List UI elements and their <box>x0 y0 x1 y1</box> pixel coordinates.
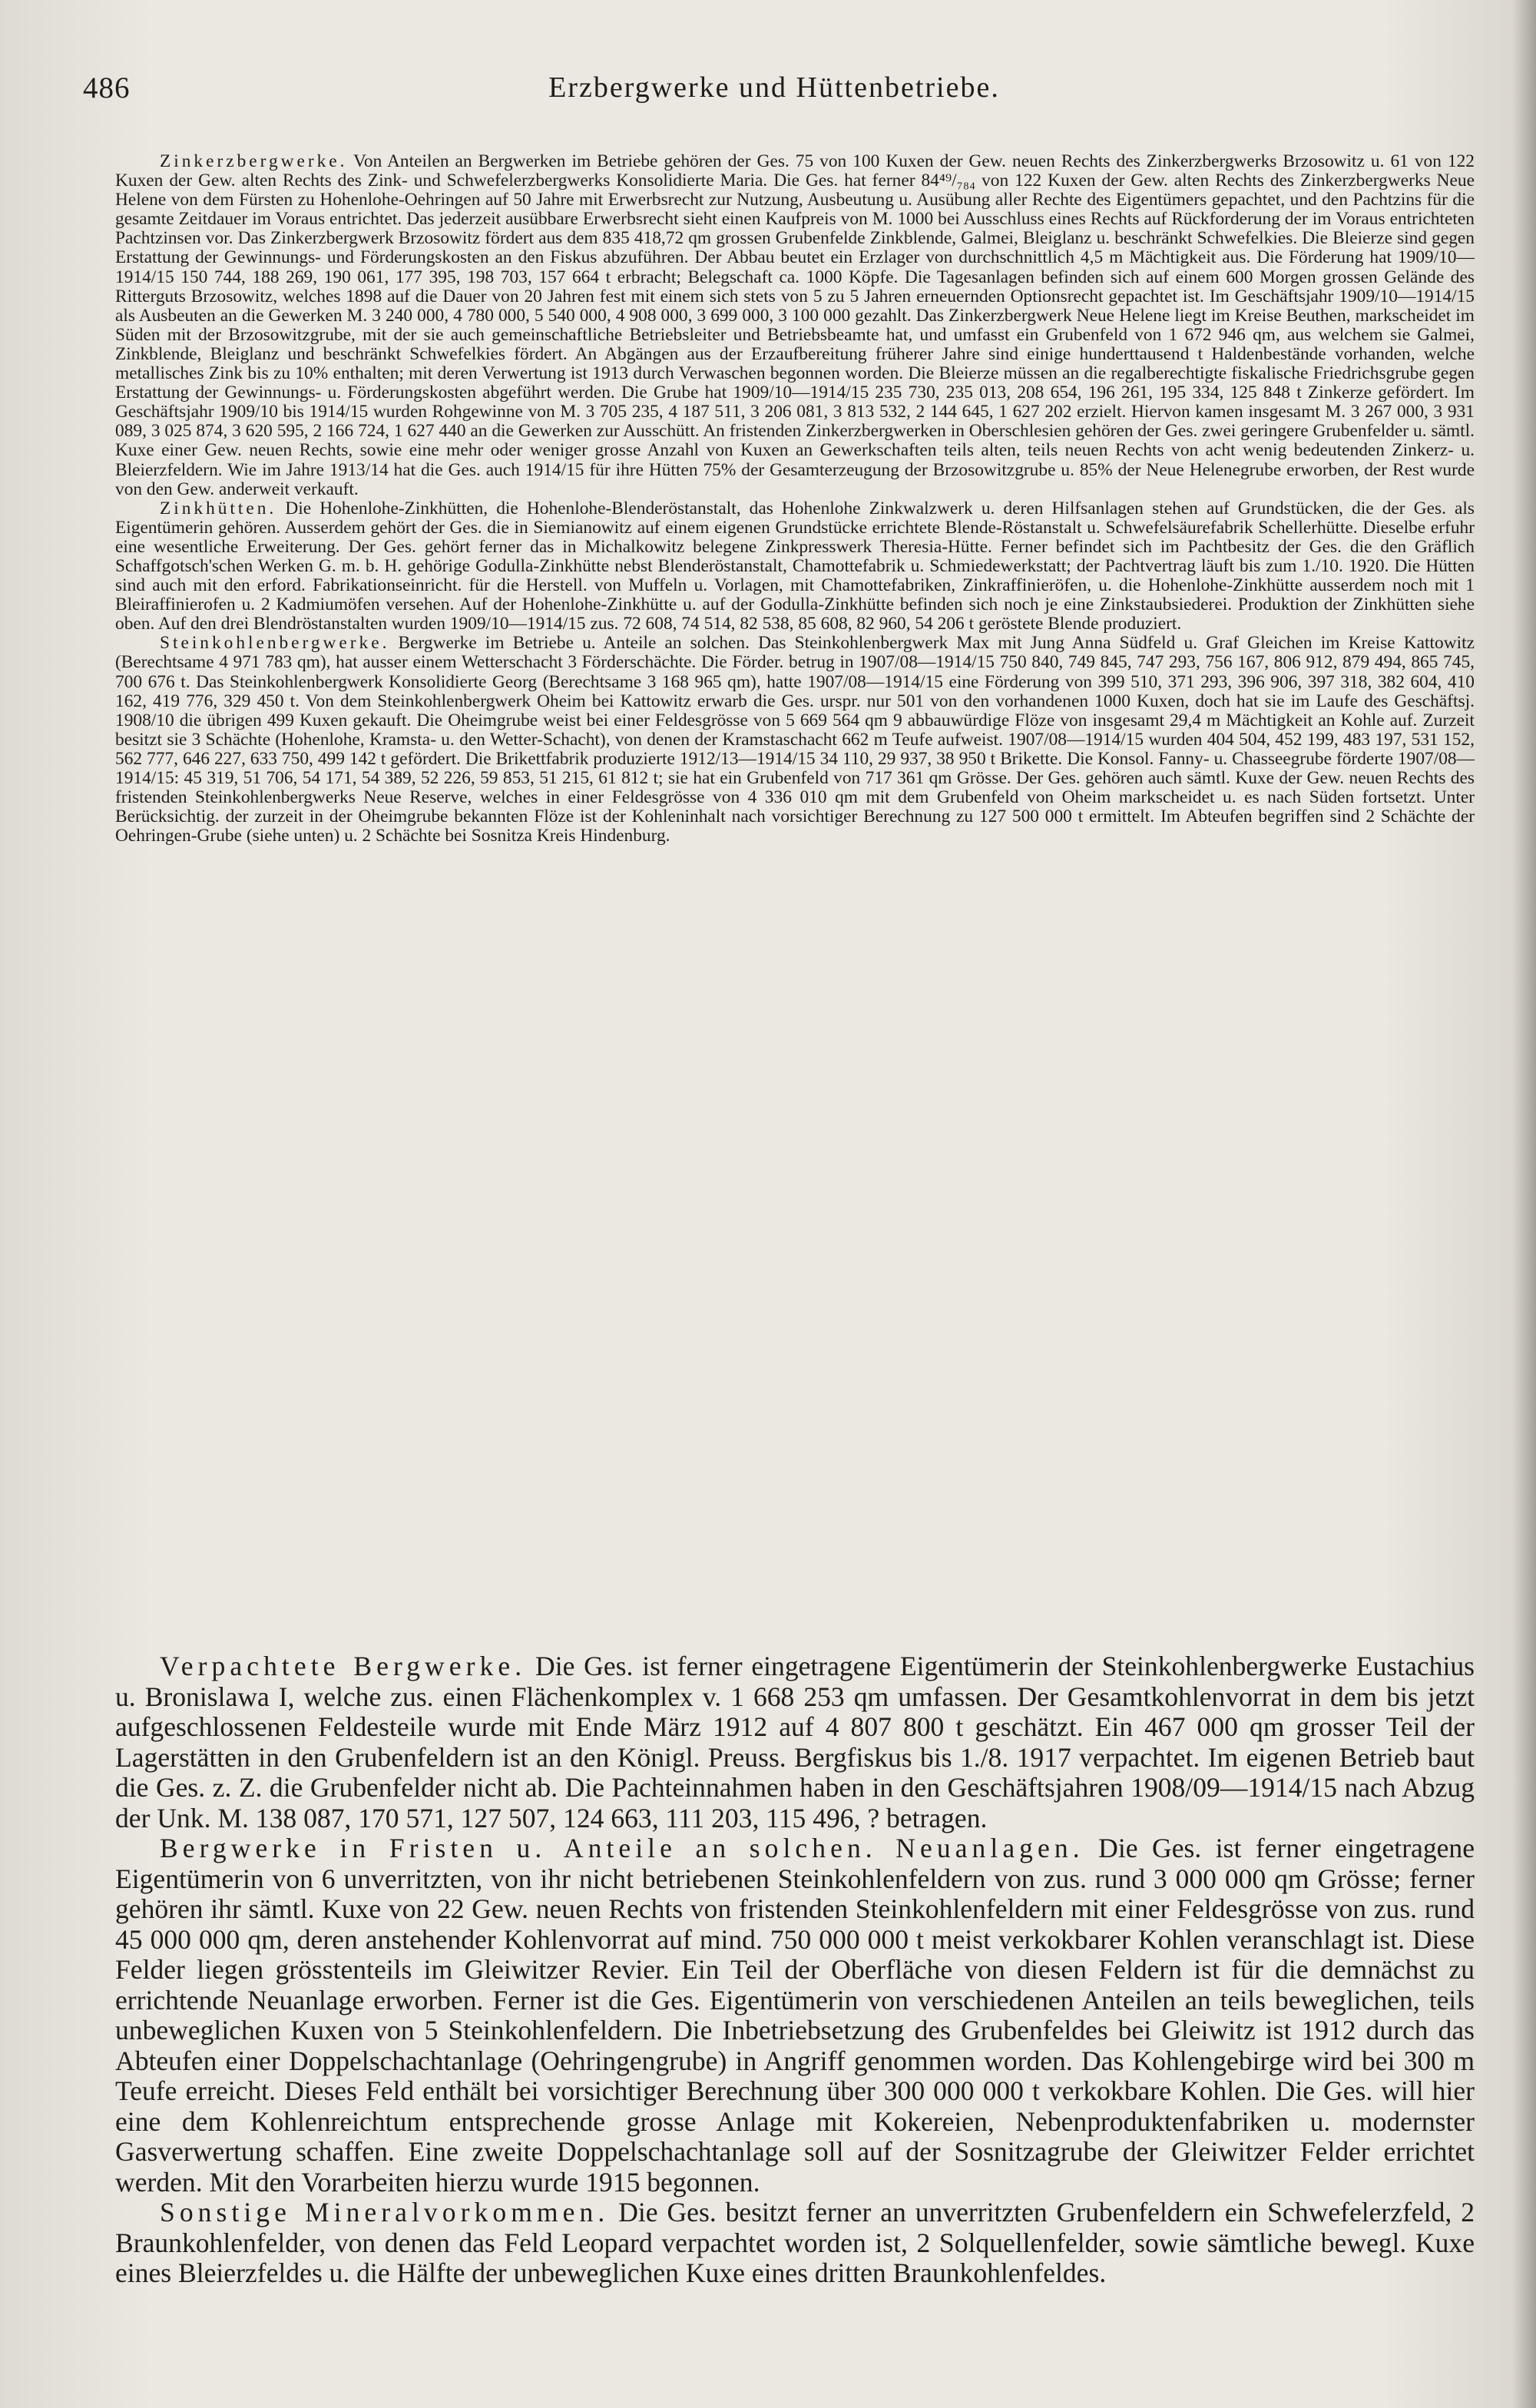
paragraph-heading: Sonstige Mineralvorkommen. <box>160 2197 610 2227</box>
paragraph-sonstige-mineralvorkommen <box>115 2198 1475 2289</box>
paragraph-heading: Bergwerke in Fristen u. Anteile an solchen. Neuanlagen. <box>160 1833 1084 1863</box>
large-print-section <box>115 1651 1475 2289</box>
paragraph-text: Von Anteilen an Bergwerken im Betriebe gehören der Ges. 75 von 100 Kuxen der Gew. neuen Rechts des Zinkerzbergwerks Brzosowitz u. 61 von 122 Kuxen der Gew. alten Rechts des Zink- und Schwefelerzbergwerks Konsolidierte Maria. Die Ges. hat ferner 84⁴⁹/₇₈₄ von 122 Kuxen der Gew. alten Rechts des Zinkerzbergwerks Neue Helene von dem Fürsten zu Hohenlohe-Oehringen auf 50 Jahre mit Erwerbsrecht zur Nutzung, Ausbeutung u. Ausübung aller Rechte des Eigentümers gepachtet, und den Pachtzins für die gesamte Zeitdauer im Voraus entrichtet. Das jederzeit ausübbare Erwerbsrecht sieht einen Kaufpreis von M. 1000 bei Ausschluss eines Rechts auf Rückforderung der im Voraus entrichteten Pachtzinsen vor. Das Zinkerzbergwerk Brzosowitz fördert aus dem 835 418,72 qm grossen Grubenfelde Zinkblende, Galmei, Bleiglanz u. beschränkt Schwefelkies. Die Bleierze sind gegen Erstattung der Gewinnungs- und Förderungskosten an den Fiskus abzuführen. Der Abbau beutet ein Erzlager von durchschnittlich 4,5 m Mächtigkeit aus. Die Förderung hat 1909/10—1914/15 150 744, 188 269, 190 061, 177 395, 198 703, 157 664 t erbracht; Belegschaft ca. 1000 Köpfe. Die Tagesanlagen befinden sich auf einem 600 Morgen grossen Gelände des Ritterguts Brzosowitz, welches 1898 auf die Dauer von 20 Jahren fest mit einem sich stets von 5 zu 5 Jahren erneuernden Optionsrecht gepachtet ist. Im Geschäftsjahr 1909/10—1914/15 als Ausbeuten an die Gewerken M. 3 240 000, 4 780 000, 5 540 000, 4 908 000, 3 699 000, 3 100 000 gezahlt. Das Zinkerzbergwerk Neue Helene liegt im Kreise Beuthen, markscheidet im Süden mit der Brzosowitzgrube, mit der sie auch gemeinschaftliche Betriebsleiter und Betriebsbeamte hat, und umfasst ein Grubenfeld von 1 672 946 qm, aus welchem sie Galmei, Zinkblende, Bleiglanz und beschränkt Schwefelkies fördert. An Abgängen aus der Erzaufbereitung früherer Jahre sind einige hunderttausend t Haldenbestände vorhanden, welche metallisches Zink bis zu 10% enthalten; mit deren Verwertung ist 1913 durch Verwaschen begonnen worden. Die Bleierze müssen an die regalberechtigte fiskalische Friedrichsgrube gegen Erstattung der Gewinnungs- u. Förderungskosten abgeführt werden. Die Grube hat 1909/10—1914/15 235 730, 235 013, 208 654, 196 261, 195 334, 125 848 t Zinkerze gefördert. Im Geschäftsjahr 1909/10 bis 1914/15 wurden Rohgewinne von M. 3 705 235, 4 187 511, 3 206 081, 3 813 532, 2 144 645, 1 627 202 erzielt. Hiervon kamen insgesamt M. 3 267 000, 3 931 089, 3 025 874, 3 620 595, 2 166 724, 1 627 440 an die Gewerken zur Ausschütt. An fristenden Zinkerzbergwerken in Oberschlesien gehören der Ges. zwei geringere Grubenfelder u. sämtl. Kuxe einer Gew. neuen Rechts, sowie eine mehr oder weniger grosse Anzahl von Kuxen an Gewerkschaften teils alten, teils neuen Rechts von acht wenig bedeutenden Zinkerz- u. Bleierzfeldern. Wie im Jahre 1913/14 hat die Ges. auch 1914/15 für ihre Hütten 75% der Gesamterzeugung der Brzosowitzgrube u. 85% der Neue Helenegrube erworben, der Rest wurde von den Gew. anderweit verkauft. <box>115 151 1475 499</box>
paragraph-zinkerzbergwerke <box>115 152 1475 499</box>
page-header <box>83 71 1465 104</box>
paragraph-zinkhuetten <box>115 499 1475 634</box>
small-print-section <box>115 152 1475 846</box>
running-title: Erzbergwerke und Hüttenbetriebe. <box>548 71 1000 104</box>
paragraph-heading: Verpachtete Bergwerke. <box>160 1651 527 1681</box>
paragraph-text: Bergwerke im Betriebe u. Anteile an solchen. Das Steinkohlenbergwerk Max mit Jung Anna Südfeld u. Graf Gleichen im Kreise Kattowitz (Berechtsame 4 971 783 qm), hat ausser einem Wetterschacht 3 Förderschächte. Die Förder. betrug in 1907/08—1914/15 750 840, 749 845, 747 293, 756 167, 806 912, 879 494, 865 745, 700 676 t. Das Steinkohlenbergwerk Konsolidierte Georg (Berechtsame 3 168 965 qm), hatte 1907/08—1914/15 eine Förderung von 399 510, 371 293, 396 906, 397 318, 382 604, 410 162, 419 776, 329 450 t. Von dem Steinkohlenbergwerk Oheim bei Kattowitz erwarb die Ges. urspr. nur 501 von den vorhandenen 1000 Kuxen, doch hat sie im Laufe des Geschäftsj. 1908/10 die übrigen 499 Kuxen gekauft. Die Oheimgrube weist bei einer Feldesgrösse von 5 669 564 qm 9 abbauwürdige Flöze von insgesamt 29,4 m Mächtigkeit an Kohle auf. Zurzeit besitzt sie 3 Schächte (Hohenlohe, Kramsta- u. den Wetter-Schacht), von denen der Kramstaschacht 662 m Teufe aufweist. 1907/08—1914/15 wurden 404 504, 452 199, 483 197, 531 152, 562 777, 646 227, 633 750, 499 142 t gefördert. Die Brikettfabrik produzierte 1912/13—1914/15 34 110, 29 937, 38 950 t Brikette. Die Konsol. Fanny- u. Chasseegrube förderte 1907/08—1914/15: 45 319, 51 706, 54 171, 54 389, 52 226, 59 853, 51 215, 61 812 t; sie hat ein Grubenfeld von 717 361 qm Grösse. Der Ges. gehören auch sämtl. Kuxe der Gew. neuen Rechts des fristenden Steinkohlenbergwerks Neue Reserve, welches in einer Feldesgrösse von 4 336 010 qm mit dem Grubenfeld von Oheim markscheidet u. es nach Süden fortsetzt. Unter Berücksichtig. der zurzeit in der Oheimgrube bekannten Flöze ist der Kohleninhalt nach vorsichtiger Berechnung zu 127 500 000 t ermittelt. Im Abteufen begriffen sind 2 Schächte der Oehringen-Grube (siehe unten) u. 2 Schächte bei Sosnitza Kreis Hindenburg. <box>115 633 1475 846</box>
paragraph-verpachtete-bergwerke <box>115 1651 1475 1833</box>
paragraph-heading: Steinkohlenbergwerke. <box>160 633 390 654</box>
paragraph-text: Die Hohenlohe-Zinkhütten, die Hohenlohe-Blenderöstanstalt, das Hohenlohe Zinkwalzwerk u. deren Hilfsanlagen stehen auf Grundstücken, die der Ges. als Eigentümerin gehören. Ausserdem gehört der Ges. die in Siemianowitz auf einem eigenen Grundstücke errichtete Blende-Röstanstalt u. Schwefelsäurefabrik Schellerhütte. Dieselbe erfuhr eine wesentliche Erweiterung. Der Ges. gehört ferner das in Michalkowitz belegene Zinkpresswerk Theresia-Hütte. Ferner befindet sich im Pachtbesitz der Ges. die den Gräflich Schaffgotsch'schen Werken G. m. b. H. gehörige Godulla-Zinkhütte nebst Blenderöstanstalt, Chamottefabrik u. Schmiedewerkstatt; der Pachtvertrag läuft bis zum 1./10. 1920. Die Hütten sind auch mit den erford. Fabrikationseinricht. für die Herstell. von Muffeln u. Vorlagen, mit Chamottefabriken, Zinkraffinieröfen, u. die Hohenlohe-Zinkhütte ausserdem noch mit 1 Bleiraffinierofen u. 2 Kadmiumöfen versehen. Auf der Hohenlohe-Zinkhütte u. auf der Godulla-Zinkhütte befinden sich noch je eine Zinkstaubsiederei. Produktion der Zinkhütten siehe oben. Auf den drei Blendröstanstalten wurden 1909/10—1914/15 zus. 72 608, 74 514, 82 538, 85 608, 82 960, 54 206 t geröstete Blende produziert. <box>115 498 1475 634</box>
paragraph-steinkohlenbergwerke <box>115 634 1475 846</box>
paragraph-text: Die Ges. besitzt ferner an unverritzten Grubenfeldern ein Schwefelerzfeld, 2 Braunkohlenfelder, von denen das Feld Leopard verpachtet worden ist, 2 Solquellenfelder, sowie sämtliche bewegl. Kuxe eines Bleierzfeldes u. die Hälfte der unbeweglichen Kuxe eines dritten Braunkohlenfeldes. <box>115 2197 1475 2288</box>
paragraph-heading: Zinkhütten. <box>160 498 277 518</box>
page-number: 486 <box>83 71 131 104</box>
paragraph-text: Die Ges. ist ferner eingetragene Eigentümerin der Steinkohlenbergwerke Eustachius u. Bronislawa I, welche zus. einen Flächenkomplex v. 1 668 253 qm umfassen. Der Gesamtkohlenvorrat in dem bis jetzt aufgeschlossenen Feldesteile wurde mit Ende März 1912 auf 4 807 800 t geschätzt. Ein 467 000 qm grosser Teil der Lagerstätten in den Grubenfeldern ist an den Königl. Preuss. Bergfiskus bis 1./8. 1917 verpachtet. Im eigenen Betrieb baut die Ges. z. Z. die Grubenfelder nicht ab. Die Pachteinnahmen haben in den Geschäftsjahren 1908/09—1914/15 nach Abzug der Unk. M. 138 087, 170 571, 127 507, 124 663, 111 203, 115 496, ? betragen. <box>115 1651 1475 1833</box>
paragraph-bergwerke-in-fristen <box>115 1833 1475 2198</box>
paragraph-heading: Zinkerzbergwerke. <box>160 151 348 171</box>
paragraph-text: Die Ges. ist ferner eingetragene Eigentümerin von 6 unverritzten, von ihr nicht betriebenen Steinkohlenfeldern von zus. rund 3 000 000 qm Grösse; ferner gehören ihr sämtl. Kuxe von 22 Gew. neuen Rechts von fristenden Steinkohlenfeldern mit einer Feldesgrösse von zus. rund 45 000 000 qm, deren anstehender Kohlenvorrat auf mind. 750 000 000 t meist verkokbarer Kohlen veranschlagt ist. Diese Felder liegen grösstenteils im Gleiwitzer Revier. Ein Teil der Oberfläche von diesen Feldern ist für die demnächst zu errichtende Neuanlage erworben. Ferner ist die Ges. Eigentümerin von verschiedenen Anteilen an teils beweglichen, teils unbeweglichen Kuxen von 5 Steinkohlenfeldern. Die Inbetriebsetzung des Grubenfeldes bei Gleiwitz ist 1912 durch das Abteufen einer Doppelschachtanlage (Oehringengrube) in Angriff genommen worden. Das Kohlengebirge wird bei 300 m Teufe erreicht. Dieses Feld enthält bei vorsichtiger Berechnung über 300 000 000 t verkokbare Kohlen. Die Ges. will hier eine dem Kohlenreichtum entsprechende grosse Anlage mit Kokereien, Nebenproduktenfabriken u. modernster Gasverwertung schaffen. Eine zweite Doppelschachtanlage soll auf der Sosnitzagrube der Gleiwitzer Felder errichtet werden. Mit den Vorarbeiten hierzu wurde 1915 begonnen. <box>115 1833 1475 2198</box>
page-edge-shadow <box>1513 0 1536 2408</box>
